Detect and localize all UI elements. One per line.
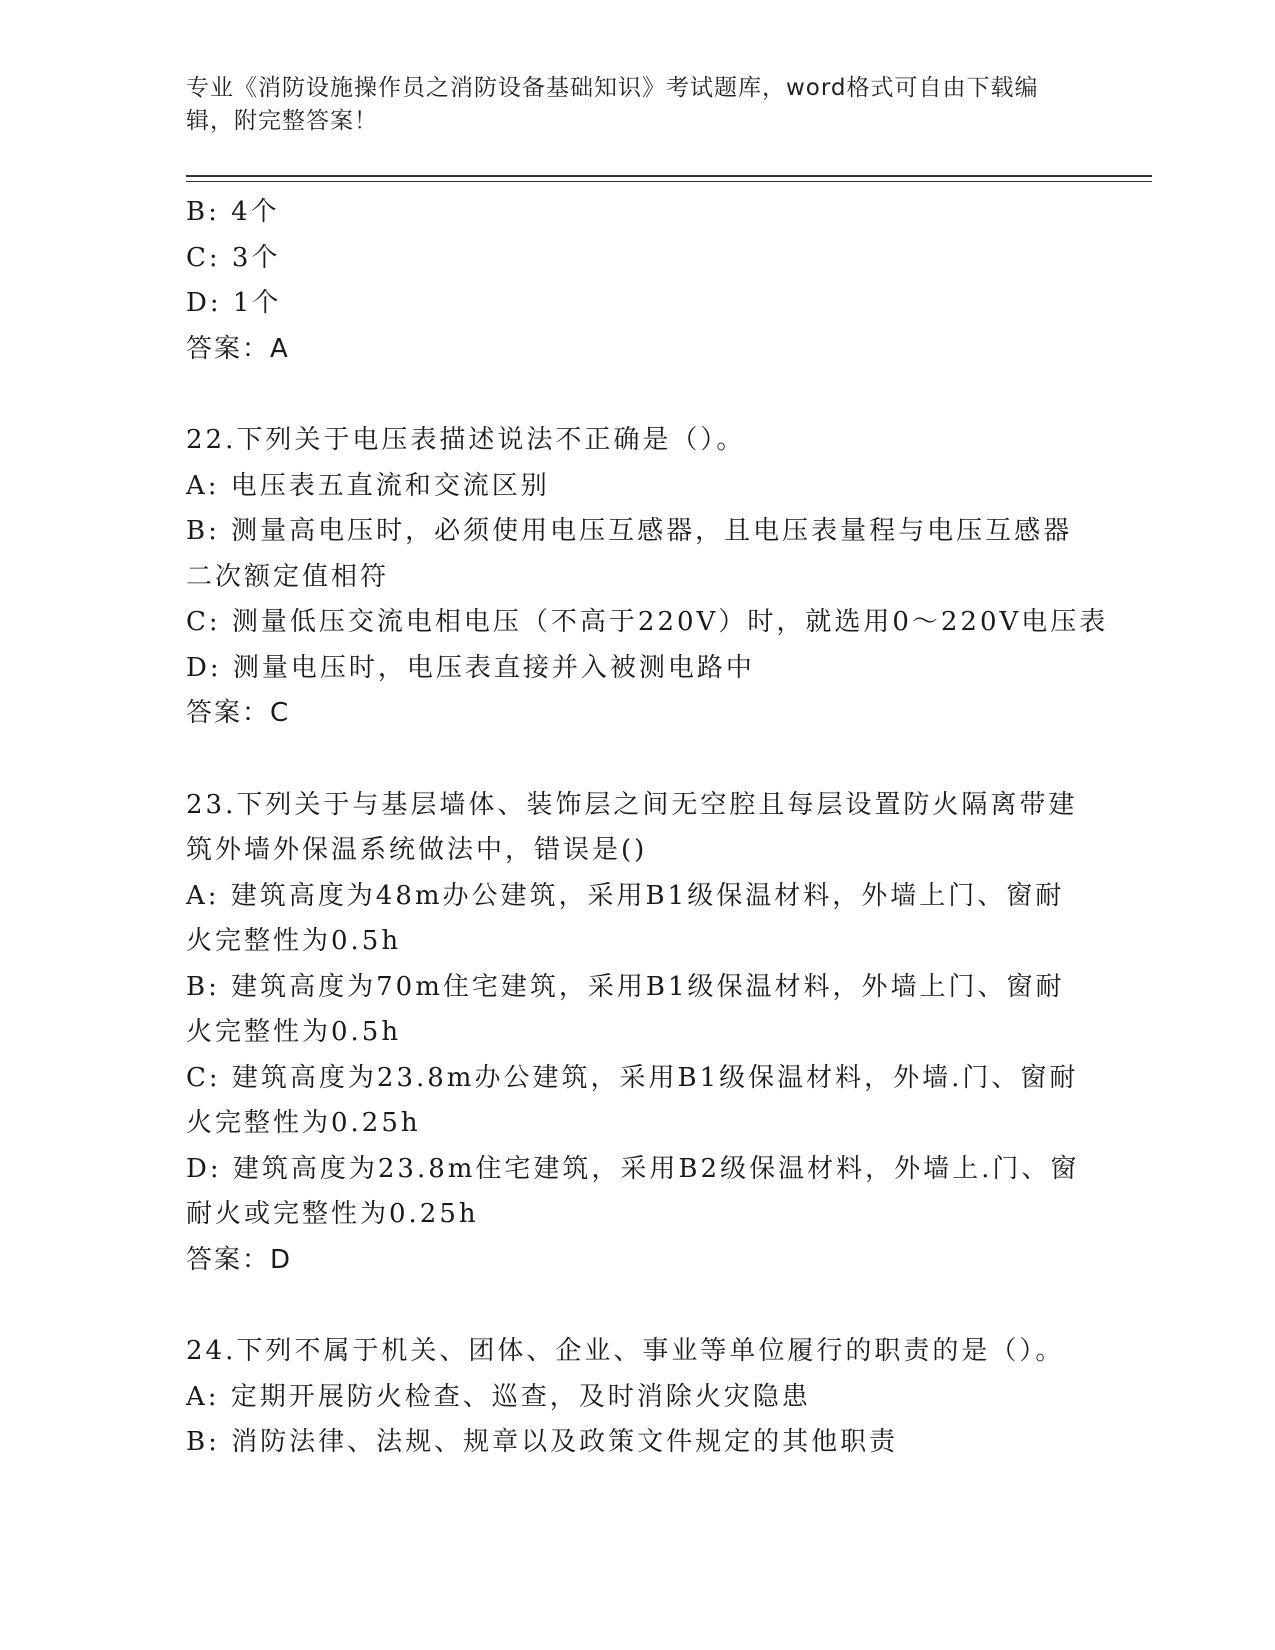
option-a: A: 电压表五直流和交流区别 [186,470,550,501]
option-a: A: 建筑高度为48m办公建筑，采用B1级保温材料，外墙上门、窗耐 [186,880,1065,911]
question-stem-continued: 筑外墙外保温系统做法中，错误是() [186,835,648,865]
question-stem: 23.下列关于与基层墙体、装饰层之间无空腔且每层设置防火隔离带建 [186,789,1078,820]
option-b: B: 测量高电压时，必须使用电压互感器，且电压表量程与电压互感器 [186,516,1073,546]
option-c: C: 建筑高度为23.8m办公建筑，采用B1级保温材料，外墙.门、窗耐 [186,1062,1079,1093]
document-header [186,72,1066,138]
answer-line: 答案：D [186,1244,293,1275]
header-divider-thick [186,175,1152,177]
answer-line: 答案：A [186,333,290,364]
option-d: D: 建筑高度为23.8m住宅建筑，采用B2级保温材料，外墙上.门、窗 [186,1153,1080,1184]
option-d: D: 测量电压时，电压表直接并入被测电路中 [186,652,755,683]
header-divider-thin [186,181,1152,182]
header-line-1: 专业《消防设施操作员之消防设备基础知识》考试题库，word格式可自由下载编 [186,75,1039,101]
option-c: C: 测量低压交流电相电压（不高于220V）时，就选用0～220V电压表 [186,607,1109,637]
question-content [186,190,1109,1466]
option-a: A: 定期开展防火检查、巡查，及时消除火灾隐患 [186,1381,811,1412]
question-stem: 24.下列不属于机关、团体、企业、事业等单位履行的职责的是（）。 [186,1336,1065,1366]
option-b: B: 建筑高度为70m住宅建筑，采用B1级保温材料，外墙上门、窗耐 [186,971,1065,1002]
question-22 [186,418,1109,737]
option-b: B: 4个 [186,197,280,227]
option-b-continued: 火完整性为0.5h [186,1017,402,1047]
question-21-tail [186,190,1086,372]
option-d: D: 1个 [186,288,282,318]
option-b: B: 消防法律、法规、规章以及政策文件规定的其他职责 [186,1427,899,1457]
option-d-continued: 耐火或完整性为0.25h [186,1199,479,1229]
question-stem: 22.下列关于电压表描述说法不正确是（）。 [186,425,746,455]
question-23 [186,783,1086,1284]
option-a-continued: 火完整性为0.5h [186,926,402,956]
option-c-continued: 火完整性为0.25h [186,1108,421,1138]
option-c: C: 3个 [186,242,281,273]
header-line-2: 辑，附完整答案！ [186,108,378,134]
question-24 [186,1329,1086,1466]
answer-line: 答案：C [186,698,291,728]
option-b-continued: 二次额定值相符 [186,561,390,592]
